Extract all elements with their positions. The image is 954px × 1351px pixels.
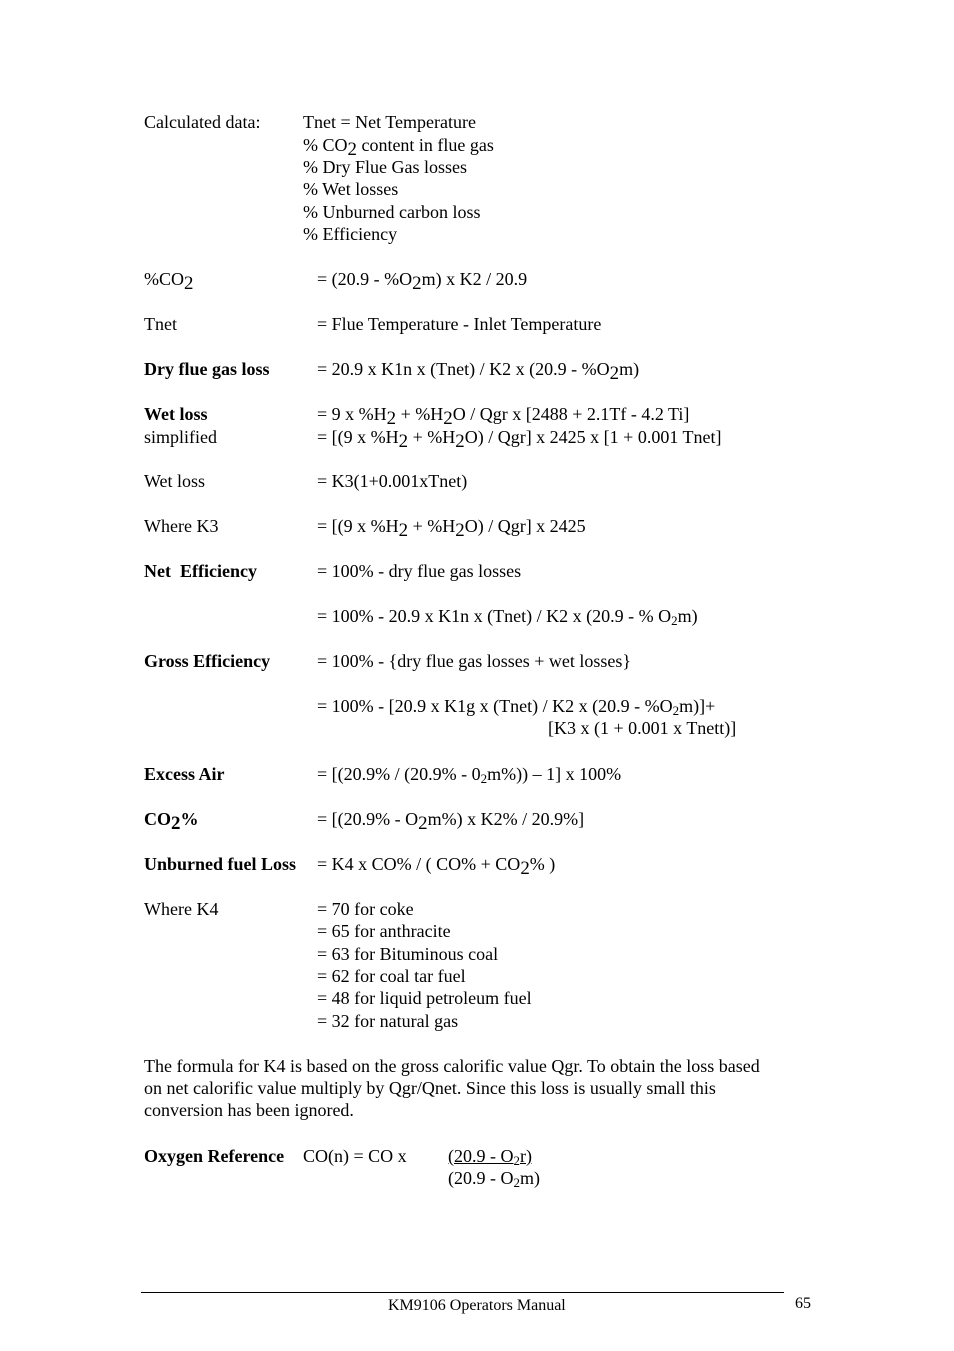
oxygen-reference-numerator: $(20.9 - O_2r)$ [448, 1146, 532, 1169]
calc-item-unburned: % Unburned carbon loss [303, 202, 481, 222]
oxygen-reference-denominator: $(20.9 - O_2m)$ [448, 1168, 540, 1191]
tnet-label: Tnet [144, 314, 177, 334]
co2-percent-equation: = [$(20.9\% - O_2m\%)$ x K2% / 20.9%] [317, 809, 585, 834]
net-efficiency-equation-1: = 100% - dry flue gas losses [317, 561, 522, 581]
wet-loss-k3-equation: = K3(1+0.001xTnet) [317, 471, 468, 491]
excess-air-label: Excess Air [144, 764, 225, 784]
wet-loss-equation: = 9 x $\%H_2 + \%H_2O$ / Qgr x [2488 + 2.1Tf - 4.2 Ti] [317, 404, 690, 429]
calc-item-wet: % Wet losses [303, 179, 399, 199]
dry-flue-equation: = 20.9 x K1n x (Tnet) / K2 x $(20.9 - \%O_2m)$ [317, 359, 640, 384]
wet-loss-simplified-label: simplified [144, 427, 217, 447]
page-number: 65 [795, 1295, 811, 1312]
wet-loss-label: Wet loss [144, 404, 208, 424]
net-efficiency-equation-2: = 100% - 20.9 x K1n x (Tnet) / K2 x (20.9 - % $O_2m$) [317, 606, 698, 629]
oxygen-reference-equation: CO(n) = CO x [303, 1146, 407, 1166]
k4-note-line-2: on net calorific value multiply by Qgr/Qnet. Since this loss is usually small this [144, 1078, 716, 1098]
where-k4-label: Where K4 [144, 899, 219, 919]
excess-air-equation: = $[(20.9\% / (20.9\% - 0_2m\%)) - 1]$ x 100% [317, 764, 622, 787]
tnet-equation: = Flue Temperature - Inlet Temperature [317, 314, 602, 334]
calculated-data-label: Calculated data: [144, 112, 261, 132]
oxygen-reference-label: Oxygen Reference [144, 1146, 285, 1166]
gross-efficiency-equation-3: [K3 x (1 + 0.001 x Tnett)] [548, 718, 737, 738]
k4-item-coke: = 70 for coke [317, 899, 414, 919]
gross-efficiency-equation-2: = 100% - [20.9 x K1g x (Tnet) / K2 x $(20.9 - \%O_2m)]+$ [317, 696, 716, 719]
k4-item-bituminous: = 63 for Bituminous coal [317, 944, 499, 964]
footer-rule [141, 1292, 784, 1293]
calc-item-tnet: Tnet = Net Temperature [303, 112, 476, 132]
net-efficiency-label: Net Efficiency [144, 561, 257, 581]
gross-efficiency-equation-1: = 100% - {dry flue gas losses + wet losses} [317, 651, 632, 671]
where-k3-label: Where K3 [144, 516, 219, 536]
co2-percent-label: $CO_2\%$ [144, 809, 199, 834]
k4-item-coal-tar: = 62 for coal tar fuel [317, 966, 466, 986]
k4-item-petroleum: = 48 for liquid petroleum fuel [317, 988, 532, 1008]
k4-note-line-3: conversion has been ignored. [144, 1100, 354, 1120]
calc-item-co2: % $CO_2$ content in flue gas [303, 135, 494, 160]
wet-loss-simplified-equation: = [(9 x $\%H_2 + \%H_2O) / Qgr$] x 2425 x [1 + 0.001 Tnet] [317, 427, 722, 452]
k4-note-line-1: The formula for K4 is based on the gross calorific value Qgr. To obtain the loss based [144, 1056, 760, 1076]
dry-flue-label: Dry flue gas loss [144, 359, 270, 379]
where-k3-equation: = [(9 x $\%H_2 + \%H_2O) / Qgr$] x 2425 [317, 516, 586, 541]
gross-efficiency-label: Gross Efficiency [144, 651, 271, 671]
unburned-fuel-loss-equation: = K4 x CO% / ( $CO\% + CO_2\%$ ) [317, 854, 556, 879]
co2-equation: = $(20.9 - \%O_2m)$ x K2 / 20.9 [317, 269, 528, 294]
footer-title: KM9106 Operators Manual [388, 1297, 566, 1314]
k4-item-natural-gas: = 32 for natural gas [317, 1011, 459, 1031]
calc-item-dry-flue: % Dry Flue Gas losses [303, 157, 467, 177]
co2-label: $\%CO_2$ [144, 269, 194, 294]
unburned-fuel-loss-label: Unburned fuel Loss [144, 854, 297, 874]
calc-item-efficiency: % Efficiency [303, 224, 398, 244]
wet-loss-k3-label: Wet loss [144, 471, 206, 491]
k4-item-anthracite: = 65 for anthracite [317, 921, 451, 941]
